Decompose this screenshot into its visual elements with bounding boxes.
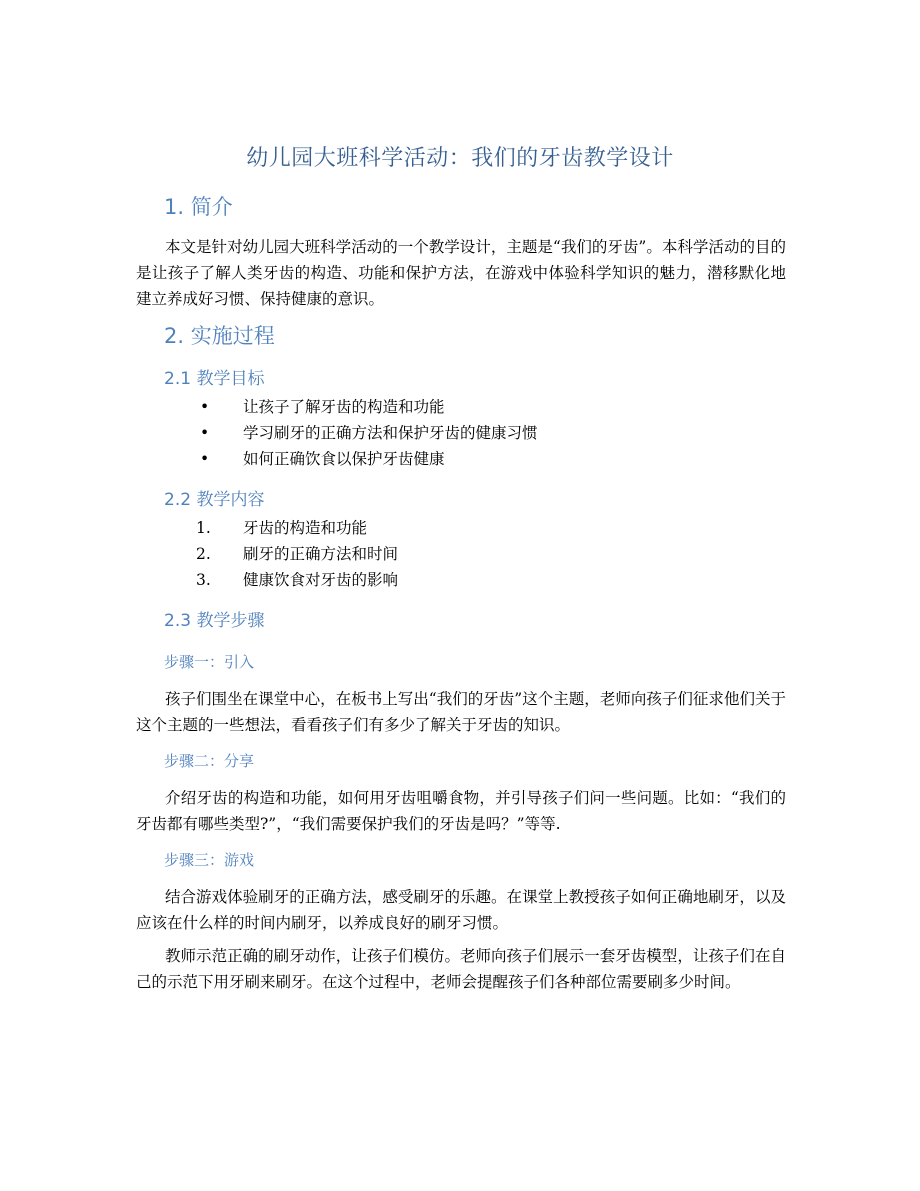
step-3-paragraph-1: 结合游戏体验刷牙的正确方法，感受刷牙的乐趣。在课堂上教授孩子如何正确地刷牙，以及应该在什么样的时间内刷牙，以养成良好的刷牙习惯。 [136,888,786,932]
list-item [0,394,920,420]
list-item-text: 如何正确饮食以保护牙齿健康 [243,450,445,468]
step-2-paragraph: 介绍牙齿的构造和功能，如何用牙齿咀嚼食物，并引导孩子们问一些问题。比如：“我们的牙齿都有哪些类型?”，“我们需要保护我们的牙齿是吗？”等等. [136,789,786,833]
heading-goals: 2.1 教学目标 [164,369,265,389]
step-1-paragraph: 孩子们围坐在课堂中心，在板书上写出“我们的牙齿”这个主题，老师向孩子们征求他们关于这个主题的一些想法，看看孩子们有多少了解关于牙齿的知识。 [136,690,786,734]
step-3-paragraph-2: 教师示范正确的刷牙动作，让孩子们模仿。老师向孩子们展示一套牙齿模型，让孩子们在自己的示范下用牙刷来刷牙。在这个过程中，老师会提醒孩子们各种部位需要刷多少时间。 [136,947,786,991]
list-item-text: 让孩子了解牙齿的构造和功能 [243,398,445,416]
bullet-marker: • [200,450,210,468]
list-item-text: 学习刷牙的正确方法和保护牙齿的健康习惯 [243,424,538,442]
intro-paragraph: 本文是针对幼儿园大班科学活动的一个教学设计，主题是“我们的牙齿”。本科学活动的目的是让孩子了解人类牙齿的构造、功能和保护方法，在游戏中体验科学知识的魅力，潜移默化地建立养成好习惯、保持健康的意识。 [136,238,786,308]
heading-content: 2.2 教学内容 [164,490,265,510]
list-item [0,446,920,472]
document-title: 幼儿园大班科学活动：我们的牙齿教学设计 [246,146,674,171]
heading-step-3: 步骤三：游戏 [164,851,255,869]
list-item-text: 牙齿的构造和功能 [243,519,368,537]
list-number: 3. [196,571,211,589]
bullet-marker: • [200,424,210,442]
list-item-text: 健康饮食对牙齿的影响 [243,571,399,589]
list-number: 1. [196,519,211,537]
heading-process: 2. 实施过程 [164,324,275,348]
heading-step-1: 步骤一：引入 [164,653,255,671]
heading-steps: 2.3 教学步骤 [164,611,265,631]
heading-step-2: 步骤二：分享 [164,752,255,770]
content-list [0,515,920,593]
bullet-marker: • [200,398,210,416]
list-item [0,567,920,593]
goals-list [0,394,920,472]
heading-intro: 1. 简介 [164,195,233,219]
list-item [0,541,920,567]
list-number: 2. [196,545,211,563]
list-item [0,420,920,446]
list-item [0,515,920,541]
list-item-text: 刷牙的正确方法和时间 [243,545,399,563]
